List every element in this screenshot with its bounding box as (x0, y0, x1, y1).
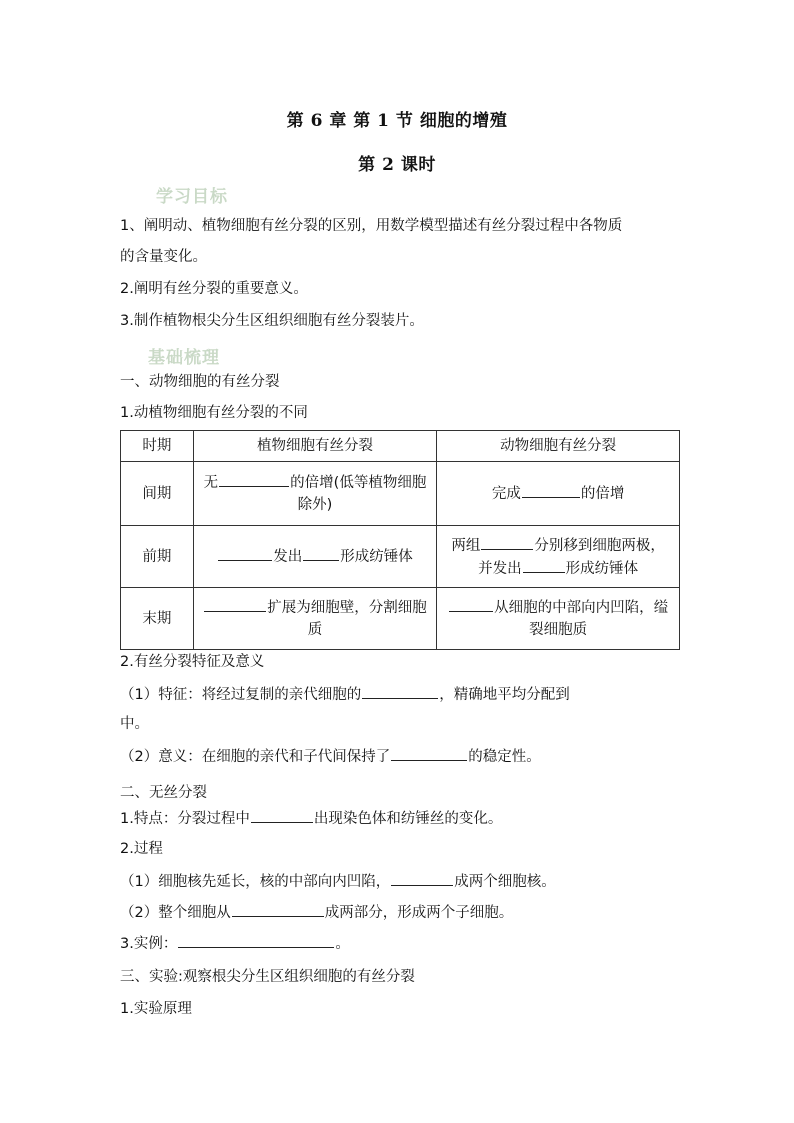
cell-animal-prophase (437, 526, 680, 588)
line-text: 1.特点：分裂过程中 (120, 811, 250, 827)
process-title: 2.过程 (120, 841, 163, 857)
objective-2: 2.阐明有丝分裂的重要意义。 (120, 281, 308, 297)
table-header-row (121, 431, 680, 462)
line-text: 出现染色体和纺锤丝的变化。 (313, 811, 503, 827)
fill-blank[interactable] (362, 683, 438, 699)
header-cell-animal: 动物细胞有丝分裂 (437, 431, 680, 462)
fill-blank[interactable] (449, 596, 493, 612)
process-1-line (120, 870, 556, 892)
objective-1-line-1: 1、阐明动、植物细胞有丝分裂的区别，用数学模型描述有丝分裂过程中各物质 (120, 218, 623, 234)
table-row (121, 526, 680, 588)
cell-animal-telophase (437, 588, 680, 650)
header-cell-period: 时期 (121, 431, 194, 462)
part-2-title: 二、无丝分裂 (120, 785, 207, 801)
process-2-line (120, 901, 513, 923)
cell-text: 两组 (451, 537, 481, 554)
fill-blank[interactable] (303, 545, 339, 561)
fill-blank[interactable] (251, 807, 313, 823)
line-text: （2）整个细胞从 (120, 905, 231, 921)
fill-blank[interactable] (391, 745, 467, 761)
feature-line (120, 683, 570, 705)
table-row (121, 462, 680, 526)
fill-blank[interactable] (523, 557, 565, 573)
fill-blank[interactable] (219, 471, 289, 487)
cell-text: 从细胞的中部向内凹陷，缢 (494, 600, 669, 616)
cell-text: 除外) (297, 497, 333, 513)
table-row (121, 588, 680, 650)
fill-blank[interactable] (178, 932, 334, 948)
fill-blank[interactable] (391, 870, 453, 886)
objective-3: 3.制作植物根尖分生区组织细胞有丝分裂装片。 (120, 313, 424, 329)
line-text: （1）细胞核先延长，核的中部向内凹陷， (120, 874, 391, 890)
row-label-telophase: 末期 (121, 588, 194, 650)
cell-animal-interphase (437, 462, 680, 526)
comparison-table (120, 430, 680, 650)
cell-text: 扩展为细胞壁，分割细胞 (267, 600, 427, 616)
line-text: 3.实例： (120, 936, 178, 952)
line-text: （2）意义：在细胞的亲代和子代间保持了 (120, 749, 391, 765)
cell-text: 的倍增 (580, 486, 625, 502)
page-subtitle: 第 2 课时 (358, 155, 436, 175)
fill-blank[interactable] (204, 596, 266, 612)
meaning-line (120, 745, 541, 767)
part-1-title: 一、动物细胞的有丝分裂 (120, 374, 280, 390)
fill-blank[interactable] (218, 545, 272, 561)
cell-plant-interphase (193, 462, 436, 526)
cell-text: 裂细胞质 (529, 622, 588, 638)
cell-text: 分别移到细胞两极， (534, 537, 665, 554)
cell-text: 的倍增(低等植物细胞 (290, 475, 427, 491)
cell-text: 完成 (491, 486, 521, 502)
cell-text: 质 (307, 622, 323, 638)
line-text: 成两个细胞核。 (454, 874, 556, 890)
sub-1-title: 1.动植物细胞有丝分裂的不同 (120, 405, 308, 421)
cell-text: 无 (203, 475, 219, 491)
line-text: 的稳定性。 (468, 749, 541, 765)
fill-blank[interactable] (232, 901, 324, 917)
row-label-interphase: 间期 (121, 462, 194, 526)
page-title: 第 6 章 第 1 节 细胞的增殖 (286, 111, 508, 131)
cell-plant-prophase (193, 526, 436, 588)
basics-heading: 基础梳理 (148, 348, 220, 368)
amitosis-feature-line (120, 807, 502, 829)
cell-text: 并发出 (478, 560, 522, 577)
principle-title: 1.实验原理 (120, 1001, 192, 1017)
fill-blank[interactable] (522, 482, 580, 498)
fill-blank[interactable] (481, 534, 533, 550)
sub-2-title: 2.有丝分裂特征及意义 (120, 654, 265, 670)
part-3-title: 三、实验:观察根尖分生区组织细胞的有丝分裂 (120, 969, 415, 985)
line-text: ，精确地平均分配到 (439, 687, 570, 703)
line-text: 。 (335, 936, 350, 952)
cell-text: 形成纺锤体 (565, 560, 639, 577)
cell-text: 发出 (273, 549, 303, 565)
objective-1-line-2: 的含量变化。 (120, 249, 207, 265)
header-cell-plant: 植物细胞有丝分裂 (193, 431, 436, 462)
row-label-prophase: 前期 (121, 526, 194, 588)
line-text: 成两部分，形成两个子细胞。 (324, 905, 514, 921)
feature-line-2: 中。 (120, 716, 149, 732)
cell-plant-telophase (193, 588, 436, 650)
objectives-heading: 学习目标 (156, 187, 228, 207)
line-text: （1）特征：将经过复制的亲代细胞的 (120, 687, 362, 703)
cell-text: 形成纺锤体 (340, 549, 413, 565)
example-line (120, 932, 350, 954)
